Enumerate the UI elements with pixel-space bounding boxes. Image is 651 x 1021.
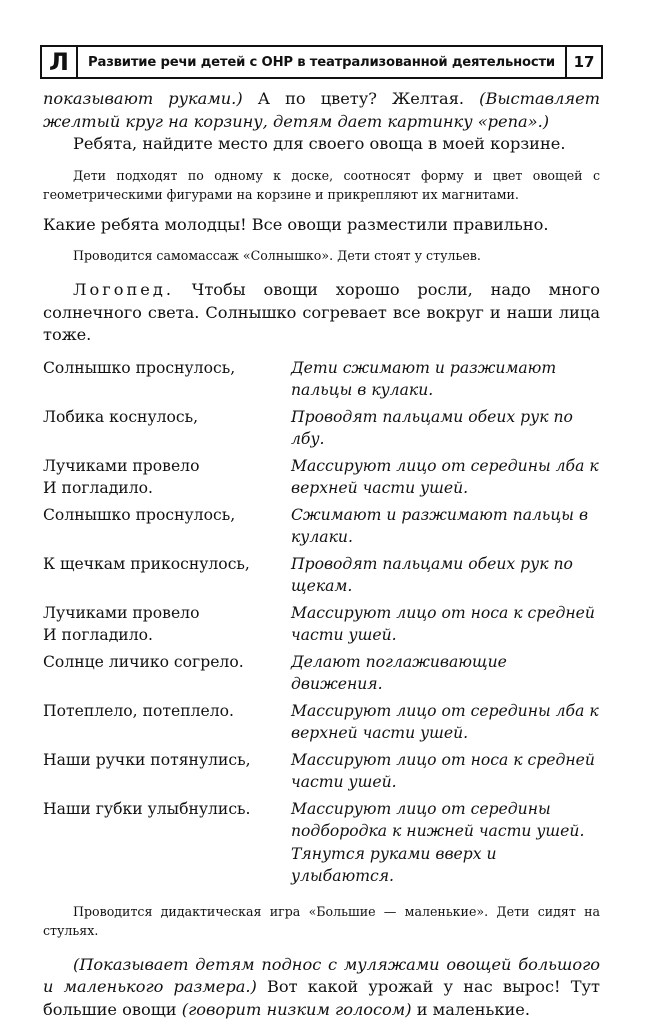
page-body bbox=[43, 88, 600, 1021]
poem-row bbox=[43, 749, 600, 794]
poem-table bbox=[43, 357, 600, 888]
section-letter-badge: Л bbox=[42, 47, 78, 77]
poem-verse: Солнышко проснулось, bbox=[43, 357, 291, 402]
speech-text: А по цвету? Желтая. bbox=[243, 89, 480, 108]
paragraph-praise: Какие ребята молодцы! Все овощи разместили правильно. bbox=[43, 214, 600, 237]
stage-direction: (Показывает детям поднос с муляжами овощей большого и маленького размера.) bbox=[43, 955, 600, 997]
poem-verse: Солнце личико согрело. bbox=[43, 651, 291, 696]
speech-text: Вот какой урожай у нас вырос! Тут большие овощи bbox=[43, 977, 600, 1019]
speaker-name: Логопед. bbox=[73, 280, 174, 299]
note-self-massage: Проводится самомассаж «Солнышко». Дети стоят у стульев. bbox=[43, 246, 600, 265]
poem-action: Массируют лицо от середины лба к верхней части ушей. bbox=[291, 700, 600, 745]
poem-row bbox=[43, 504, 600, 549]
poem-row bbox=[43, 700, 600, 745]
poem-action: Сжимают и разжимают пальцы в кулаки. bbox=[291, 504, 600, 549]
poem-action: Дети сжимают и разжимают пальцы в кулаки. bbox=[291, 357, 600, 402]
poem-row bbox=[43, 357, 600, 402]
speech-text: и маленькие. bbox=[412, 1000, 530, 1019]
paragraph-intro bbox=[43, 88, 600, 133]
poem-row bbox=[43, 651, 600, 696]
poem-verse: Потеплело, потеплело. bbox=[43, 700, 291, 745]
running-title: Развитие речи детей с ОНР в театрализованной деятельности bbox=[78, 47, 565, 77]
note-matching: Дети подходят по одному к доске, соотносят форму и цвет овощей с геометрическими фигурами на корзине и прикрепляют их магнитами. bbox=[43, 166, 600, 204]
poem-verse: Лучиками провело И погладило. bbox=[43, 602, 291, 647]
poem-row bbox=[43, 553, 600, 598]
poem-verse: К щечкам прикоснулось, bbox=[43, 553, 291, 598]
running-header bbox=[40, 45, 603, 79]
paragraph-final bbox=[43, 954, 600, 1021]
stage-direction: (говорит низким голосом) bbox=[182, 1000, 412, 1019]
poem-row bbox=[43, 406, 600, 451]
poem-row bbox=[43, 455, 600, 500]
poem-action: Массируют лицо от середины подбородка к нижней части ушей. Тянутся руками вверх и улыбаются. bbox=[291, 798, 600, 888]
poem-action: Проводят пальцами обеих рук по лбу. bbox=[291, 406, 600, 451]
paragraph-speech bbox=[43, 279, 600, 347]
poem-action: Массируют лицо от носа к средней части ушей. bbox=[291, 749, 600, 794]
poem-row bbox=[43, 798, 600, 888]
poem-action: Проводят пальцами обеих рук по щекам. bbox=[291, 553, 600, 598]
poem-verse: Лобика коснулось, bbox=[43, 406, 291, 451]
poem-verse: Наши ручки потянулись, bbox=[43, 749, 291, 794]
poem-verse: Солнышко проснулось, bbox=[43, 504, 291, 549]
poem-verse: Лучиками провело И погладило. bbox=[43, 455, 291, 500]
poem-row bbox=[43, 602, 600, 647]
page-number: 17 bbox=[565, 47, 601, 77]
speech-text: Чтобы овощи хорошо росли, надо много солнечного света. Солнышко согревает все вокруг и наши лица тоже. bbox=[43, 280, 600, 344]
poem-action: Массируют лицо от середины лба к верхней части ушей. bbox=[291, 455, 600, 500]
poem-action: Делают поглаживающие движения. bbox=[291, 651, 600, 696]
poem-verse: Наши губки улыбнулись. bbox=[43, 798, 291, 888]
note-game: Проводится дидактическая игра «Большие — маленькие». Дети сидят на стульях. bbox=[43, 902, 600, 940]
poem-action: Массируют лицо от носа к средней части ушей. bbox=[291, 602, 600, 647]
paragraph-basket: Ребята, найдите место для своего овоща в моей корзине. bbox=[43, 133, 600, 156]
stage-direction: (Выставляет желтый круг на корзину, детям дает картинку «репа».) bbox=[43, 89, 600, 131]
stage-direction: показывают руками.) bbox=[43, 89, 243, 108]
